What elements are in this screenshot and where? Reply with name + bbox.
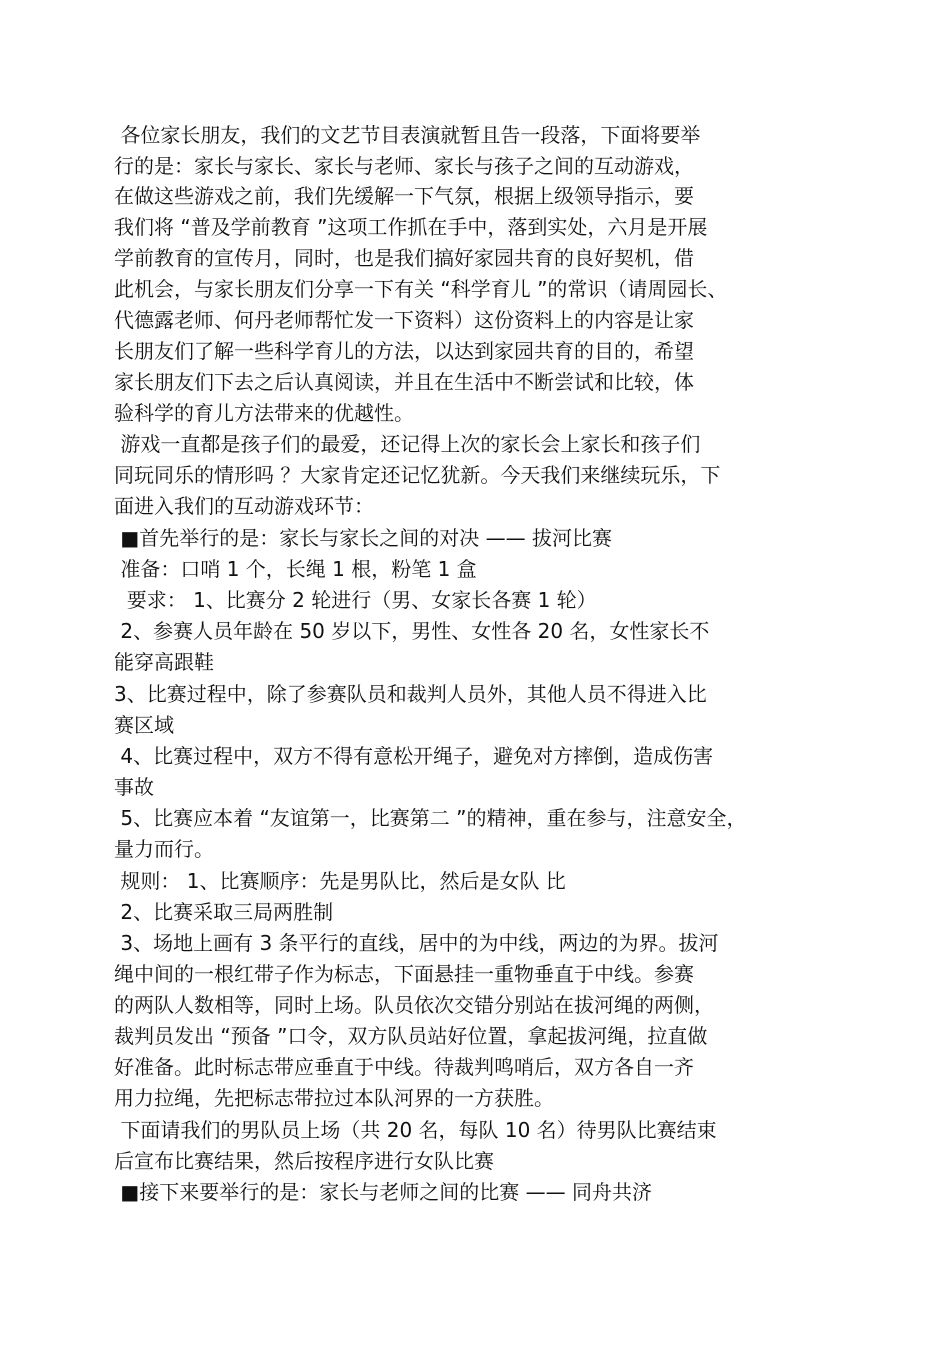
text-line: 我们将 “普及学前教育 ”这项工作抓在手中，落到实处，六月是开展 bbox=[114, 215, 708, 239]
text-line: 3、比赛过程中，除了参赛队员和裁判人员外，其他人员不得进入比 bbox=[114, 682, 707, 706]
text-line: 规则： 1、比赛顺序：先是男队比，然后是女队 比 bbox=[114, 869, 566, 893]
text-line: 赛区域 bbox=[114, 713, 174, 737]
text-line: 学前教育的宣传月，同时，也是我们搞好家园共育的良好契机，借 bbox=[114, 246, 694, 270]
text-line: 事故 bbox=[114, 775, 154, 799]
section-heading: ■首先举行的是：家长与家长之间的对决 —— 拔河比赛 bbox=[114, 526, 612, 550]
text-line: 量力而行。 bbox=[114, 837, 214, 861]
text-line: 2、参赛人员年龄在 50 岁以下，男性、女性各 20 名，女性家长不 bbox=[114, 619, 710, 643]
text-line: 长朋友们了解一些科学育儿的方法，以达到家园共育的目的，希望 bbox=[114, 339, 694, 363]
text-line: 裁判员发出 “预备 ”口令，双方队员站好位置，拿起拔河绳，拉直做 bbox=[114, 1024, 708, 1048]
text-line: 代德露老师、何丹老师帮忙发一下资料）这份资料上的内容是让家 bbox=[114, 308, 694, 332]
text-line: 的两队人数相等，同时上场。队员依次交错分别站在拔河绳的两侧， bbox=[114, 993, 714, 1017]
text-line: 5、比赛应本着 “友谊第一，比赛第二 ”的精神，重在参与，注意安全， bbox=[114, 806, 747, 830]
section-heading: ■接下来要举行的是：家长与老师之间的比赛 —— 同舟共济 bbox=[114, 1180, 652, 1204]
text-line: 同玩同乐的情形吗 ？大家肯定还记忆犹新。今天我们来继续玩乐，下 bbox=[114, 463, 721, 487]
text-line: 3、场地上画有 3 条平行的直线，居中的为中线，两边的为界。拔河 bbox=[114, 931, 719, 955]
text-line: 4、比赛过程中，双方不得有意松开绳子，避免对方摔倒，造成伤害 bbox=[114, 744, 714, 768]
text-line: 面进入我们的互动游戏环节： bbox=[114, 494, 374, 518]
text-line: 用力拉绳，先把标志带拉过本队河界的一方获胜。 bbox=[114, 1086, 554, 1110]
text-line: 准备：口哨 1 个，长绳 1 根，粉笔 1 盒 bbox=[114, 557, 477, 581]
text-line: 后宣布比赛结果，然后按程序进行女队比赛 bbox=[114, 1149, 494, 1173]
text-line: 各位家长朋友，我们的文艺节目表演就暂且告一段落，下面将要举 bbox=[114, 123, 701, 147]
text-line: 行的是：家长与家长、家长与老师、家长与孩子之间的互动游戏， bbox=[114, 154, 694, 178]
text-line: 游戏一直都是孩子们的最爱，还记得上次的家长会上家长和孩子们 bbox=[114, 432, 701, 456]
text-line: 下面请我们的男队员上场（共 20 名，每队 10 名）待男队比赛结束 bbox=[114, 1118, 717, 1142]
text-line: 家长朋友们下去之后认真阅读，并且在生活中不断尝试和比较，体 bbox=[114, 370, 694, 394]
text-line: 此机会，与家长朋友们分享一下有关 “科学育儿 ”的常识（请周园长、 bbox=[114, 277, 728, 301]
text-line: 验科学的育儿方法带来的优越性。 bbox=[114, 401, 414, 425]
text-line: 要求： 1、比赛分 2 轮进行（男、女家长各赛 1 轮） bbox=[114, 588, 597, 612]
text-line: 好准备。此时标志带应垂直于中线。待裁判鸣哨后，双方各自一齐 bbox=[114, 1055, 694, 1079]
text-line: 在做这些游戏之前，我们先缓解一下气氛，根据上级领导指示，要 bbox=[114, 184, 694, 208]
text-line: 绳中间的一根红带子作为标志，下面悬挂一重物垂直于中线。参赛 bbox=[114, 962, 694, 986]
text-line: 能穿高跟鞋 bbox=[114, 650, 214, 674]
text-line: 2、比赛采取三局两胜制 bbox=[114, 900, 334, 924]
